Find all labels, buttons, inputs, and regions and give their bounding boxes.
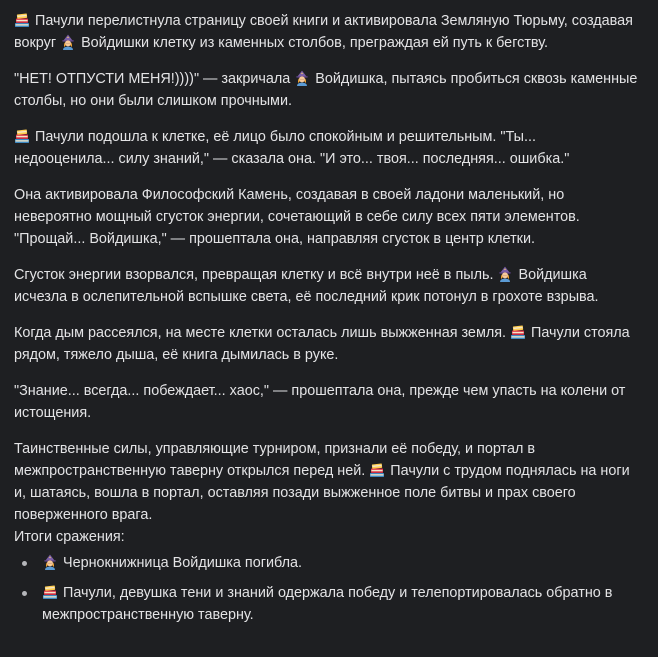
story-paragraph [14,68,640,112]
books-emoji-icon [42,584,58,600]
story-paragraph [14,10,640,54]
story-paragraph [14,380,640,424]
woman-mage-emoji-icon [294,70,310,86]
story-paragraph [14,438,640,526]
books-emoji-icon [14,128,30,144]
text-segment: "НЕТ! ОТПУСТИ МЕНЯ!))))" — закричала [14,71,295,87]
text-segment: Войдишка, пытаясь пробиться сквозь каменные столбы, но они были слишком прочными. [14,71,638,109]
text-segment: Итоги сражения: [14,529,125,545]
bullet-dot [22,591,27,596]
text-segment: Пачули перелистнула страницу своей книги и активировала Земляную Тюрьму, создавая вокруг [14,13,633,51]
text-segment: Войдишка исчезла в ослепительной вспышке света, её последний крик потонул в грохоте взрыва. [14,267,599,305]
summary-list-item [42,552,640,574]
books-emoji-icon [369,462,385,478]
story-paragraphs [14,10,640,548]
text-segment: "Знание... всегда... побеждает... хаос," — прошептала она, прежде чем упасть на колени от истощения. [14,383,626,421]
text-segment: Войдишки клетку из каменных столбов, преграждая ей путь к бегству. [77,35,548,51]
bullet-dot [22,561,27,566]
story-paragraph [14,184,640,250]
text-segment: Пачули стояла рядом, тяжело дыша, её книга дымилась в руке. [14,325,630,363]
text-segment: Пачули подошла к клетке, её лицо было спокойным и решительным. "Ты... недооценила... силу знаний," — сказала она. "И это... твоя... последняя... ошибка." [14,129,570,167]
woman-mage-emoji-icon [60,34,76,50]
woman-mage-emoji-icon [497,266,513,282]
text-segment: Пачули, девушка тени и знаний одержала победу и телепортировалась обратно в межпространственную таверну. [42,585,613,623]
text-segment: Сгусток энергии взорвался, превращая клетку и всё внутри неё в пыль. [14,267,498,283]
battle-summary-list [14,552,640,626]
story-paragraph [14,526,640,548]
text-segment: Чернокнижница Войдишка погибла. [59,555,302,571]
text-segment: Когда дым рассеялся, на месте клетки осталась лишь выжженная земля. [14,325,511,341]
story-paragraph [14,126,640,170]
story-paragraph [14,322,640,366]
books-emoji-icon [510,324,526,340]
books-emoji-icon [14,12,30,28]
summary-list-item [42,582,640,626]
woman-mage-emoji-icon [42,554,58,570]
text-segment: Таинственные силы, управляющие турниром, признали её победу, и портал в межпространственную таверну открылся перед ней. [14,441,535,479]
story-paragraph [14,264,640,308]
text-segment: Пачули с трудом поднялась на ноги и, шатаясь, вошла в портал, оставляя позади выжженное поле битвы и прах своего поверженного врага. [14,463,630,523]
text-segment: Она активировала Философский Камень, создавая в своей ладони маленький, но невероятно мощный сгусток энергии, сочетающий в себе силу всех пяти элементов. "Прощай... Войдишка," — прошептала она, направляя сгусток в центр клетки. [14,187,580,247]
